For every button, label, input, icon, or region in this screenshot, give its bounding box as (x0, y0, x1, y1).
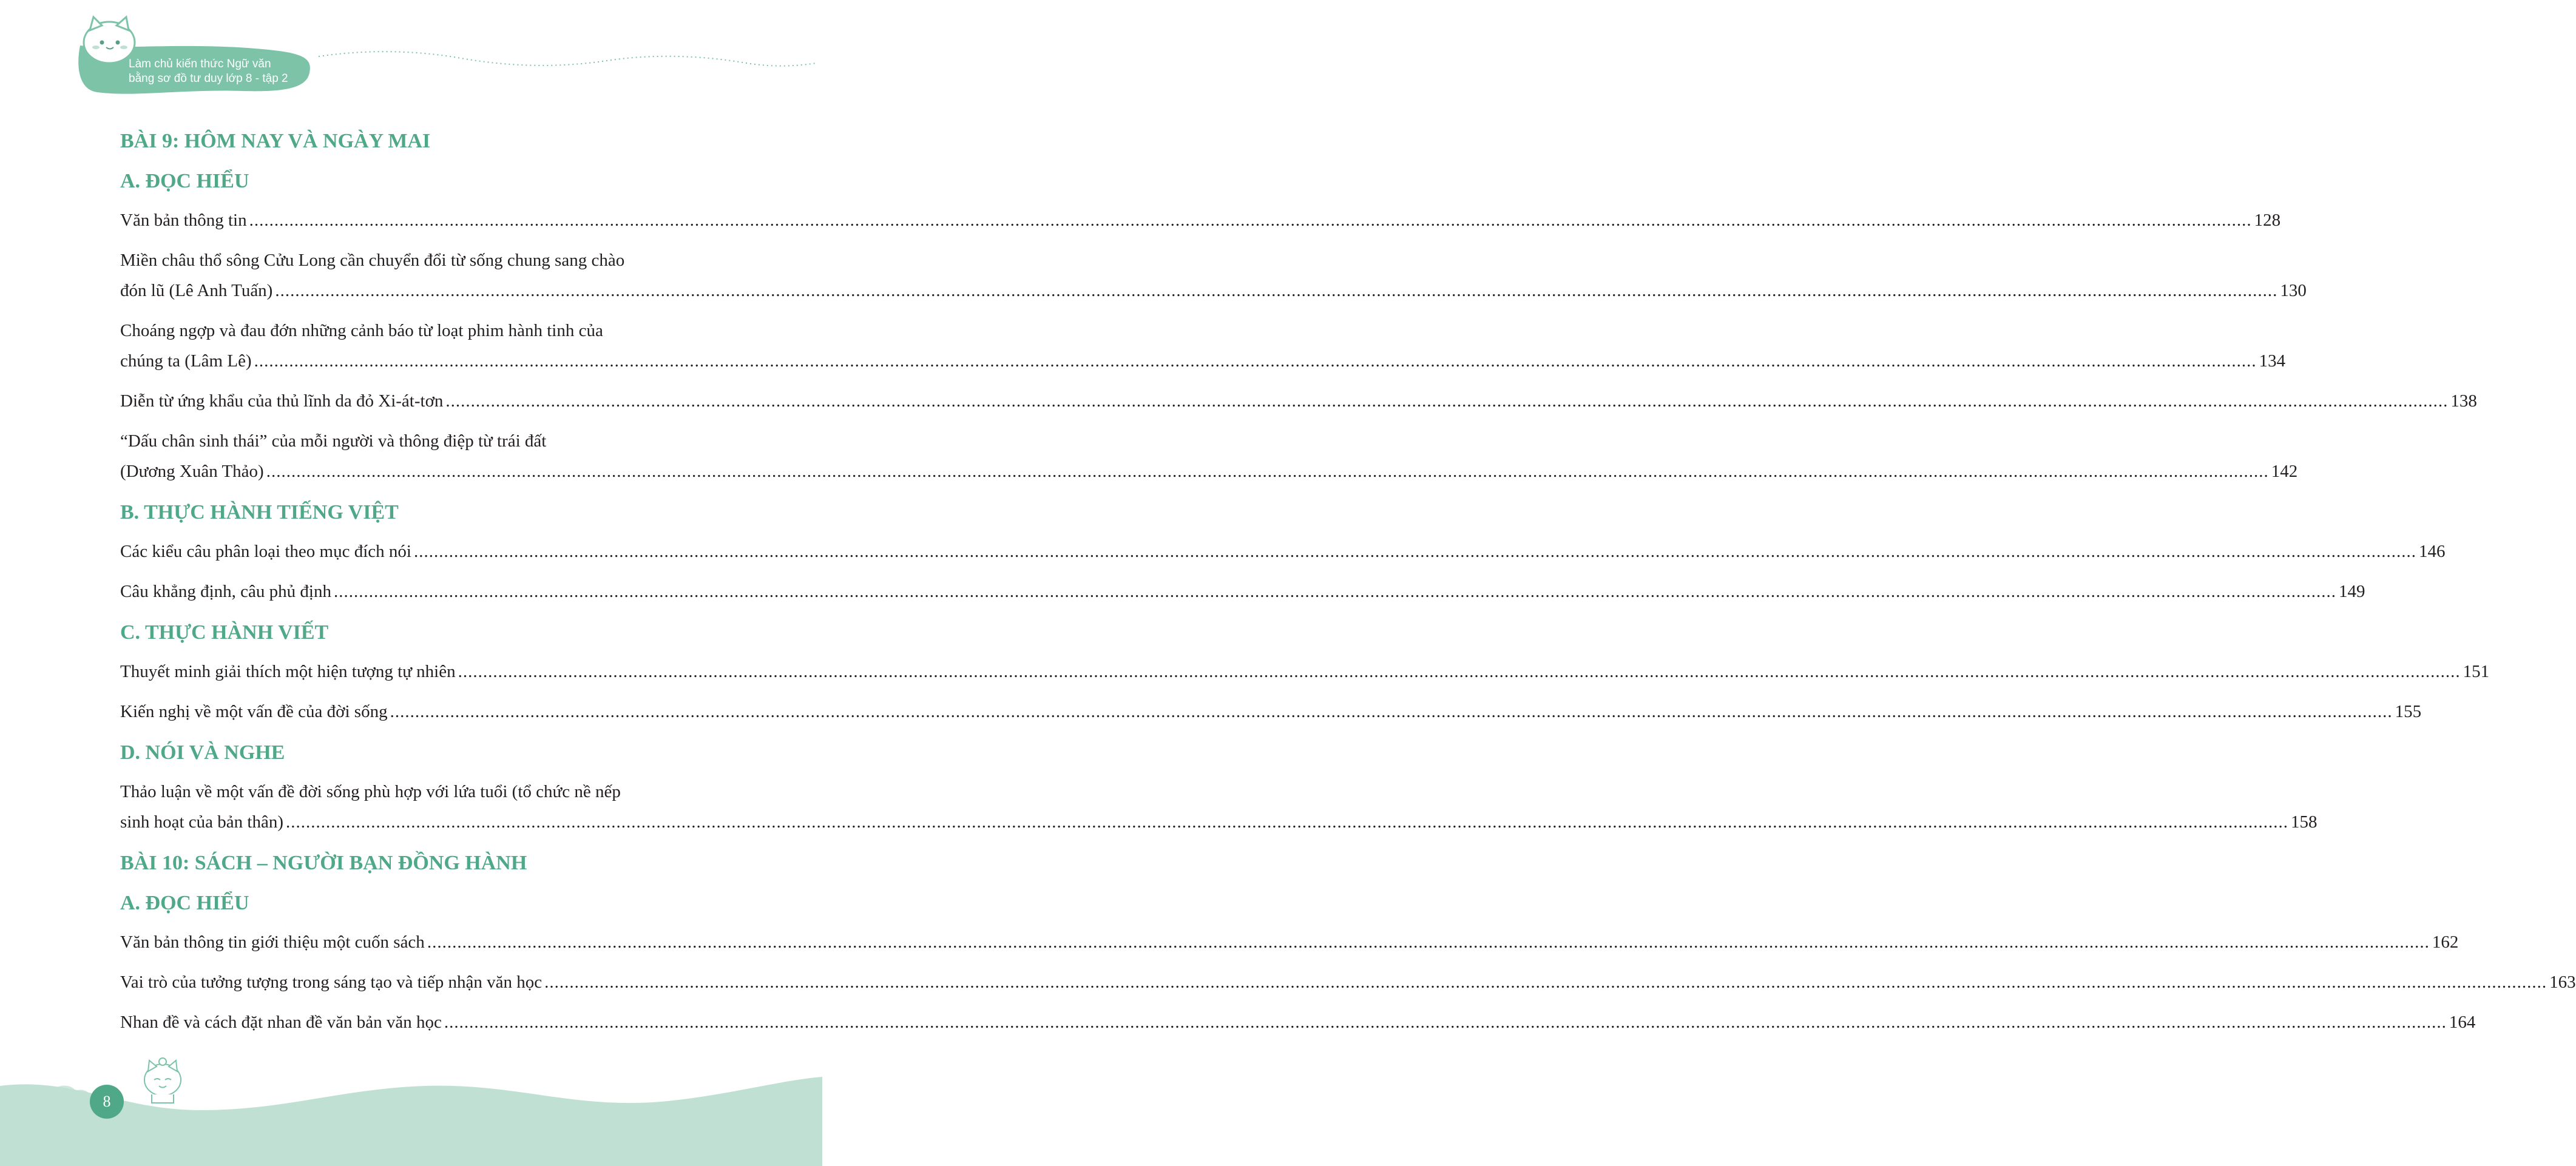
sleeping-cat-icon (144, 1058, 181, 1103)
series-title (129, 57, 288, 86)
section-heading: A. ĐỌC HIỂU (120, 892, 249, 914)
toc-entry[interactable] (120, 426, 2298, 487)
dot-leader: ................................................................................................................................................................................................................................................................................................................................................................................................................ (275, 281, 2278, 300)
toc-entry-title: sinh hoạt của bản thân) (120, 812, 283, 832)
toc-entry-title: Các kiểu câu phân loại theo mục đích nói (120, 542, 411, 561)
section-heading: BÀI 10: SÁCH – NGƯỜI BẠN ĐỒNG HÀNH (120, 852, 527, 874)
dot-leader: ................................................................................................................................................................................................................................................................................................................................................................................................................ (333, 582, 2336, 601)
dot-leader: ................................................................................................................................................................................................................................................................................................................................................................................................................ (413, 542, 2416, 561)
toc-entry-title: Vai trò của tưởng tượng trong sáng tạo và tiếp nhận văn học (120, 972, 543, 992)
toc-entry-title: Văn bản thông tin giới thiệu một cuốn sách (120, 932, 425, 952)
dot-leader: ................................................................................................................................................................................................................................................................................................................................................................................................................ (254, 351, 2257, 371)
toc-entry[interactable] (120, 315, 2286, 376)
dot-leader: ................................................................................................................................................................................................................................................................................................................................................................................................................ (544, 972, 2547, 992)
toc-entry-title: Thuyết minh giải thích một hiện tượng tự nhiên (120, 662, 456, 681)
toc-entry-title: chúng ta (Lâm Lê) (120, 351, 252, 371)
toc-page-number: 146 (2418, 542, 2446, 561)
toc-entry[interactable] (120, 576, 2365, 607)
dot-leader: ................................................................................................................................................................................................................................................................................................................................................................................................................ (427, 932, 2430, 952)
dot-leader: ................................................................................................................................................................................................................................................................................................................................................................................................................ (285, 812, 2288, 832)
header-banner (0, 0, 822, 109)
toc-page-number: 162 (2432, 932, 2459, 952)
section-heading: A. ĐỌC HIỂU (120, 170, 249, 192)
page-number: 8 (90, 1085, 124, 1119)
series-title-line2: bằng sơ đồ tư duy lớp 8 - tập 2 (129, 72, 288, 85)
toc-entry-title: Kiến nghị về một vấn đề của đời sống (120, 702, 388, 721)
toc-entry-title: Văn bản thông tin (120, 211, 247, 230)
toc-entry[interactable] (120, 967, 2576, 997)
toc-entry[interactable] (120, 696, 2422, 727)
dot-leader: ................................................................................................................................................................................................................................................................................................................................................................................................................ (445, 391, 2449, 411)
toc-entry-title-line: Thảo luận về một vấn đề đời sống phù hợp với lứa tuổi (tổ chức nề nếp (120, 782, 621, 801)
toc-page-number: 158 (2290, 812, 2317, 832)
toc-page-number: 151 (2463, 662, 2490, 681)
dot-leader: ................................................................................................................................................................................................................................................................................................................................................................................................................ (390, 702, 2393, 721)
toc-entry-title: Câu khẳng định, câu phủ định (120, 582, 331, 601)
toc-entry-title: (Dương Xuân Thảo) (120, 462, 264, 481)
section-heading: BÀI 9: HÔM NAY VÀ NGÀY MAI (120, 130, 431, 152)
toc-entry[interactable] (120, 656, 2490, 687)
toc-page-number: 134 (2259, 351, 2286, 371)
section-heading: D. NÓI VÀ NGHE (120, 741, 285, 764)
toc-entry-title: Nhan đề và cách đặt nhan đề văn bản văn học (120, 1013, 442, 1032)
footer-decoration (0, 1019, 822, 1166)
toc-entry-title: đón lũ (Lê Anh Tuấn) (120, 281, 273, 300)
toc-entry-title: Diễn từ ứng khẩu của thủ lĩnh da đỏ Xi-át-tơn (120, 391, 444, 411)
dot-leader: ................................................................................................................................................................................................................................................................................................................................................................................................................ (458, 662, 2461, 681)
toc-page-number: 155 (2395, 702, 2422, 721)
dot-leader: ................................................................................................................................................................................................................................................................................................................................................................................................................ (444, 1013, 2447, 1032)
toc-entry[interactable] (120, 777, 2317, 837)
toc-entry-title-line: “Dấu chân sinh thái” của mỗi người và thông điệp từ trái đất (120, 431, 547, 451)
toc-entry-title-line: Miền châu thổ sông Cửu Long cần chuyển đổi từ sống chung sang chào (120, 251, 625, 270)
toc-entry-title-line: Choáng ngợp và đau đớn những cảnh báo từ loạt phim hành tinh của (120, 321, 603, 340)
table-of-contents (120, 125, 2576, 1047)
toc-entry[interactable] (120, 205, 2281, 235)
dot-leader: ................................................................................................................................................................................................................................................................................................................................................................................................................ (266, 462, 2269, 481)
toc-page-number: 130 (2280, 281, 2307, 300)
toc-entry[interactable] (120, 386, 2477, 416)
toc-entry[interactable] (120, 536, 2446, 567)
dot-leader: ................................................................................................................................................................................................................................................................................................................................................................................................................ (249, 211, 2252, 230)
toc-page-number: 164 (2449, 1013, 2476, 1032)
toc-page-number: 142 (2271, 462, 2298, 481)
toc-page-number: 138 (2450, 391, 2477, 411)
toc-page-number: 149 (2338, 582, 2365, 601)
toc-page-number: 163 (2549, 972, 2576, 992)
toc-page-number: 128 (2254, 211, 2281, 230)
series-title-line1: Làm chủ kiến thức Ngữ văn (129, 58, 271, 70)
toc-entry[interactable] (120, 245, 2307, 306)
section-heading: C. THỰC HÀNH VIẾT (120, 621, 329, 644)
toc-entry[interactable] (120, 927, 2459, 957)
section-heading: B. THỰC HÀNH TIẾNG VIỆT (120, 501, 399, 524)
